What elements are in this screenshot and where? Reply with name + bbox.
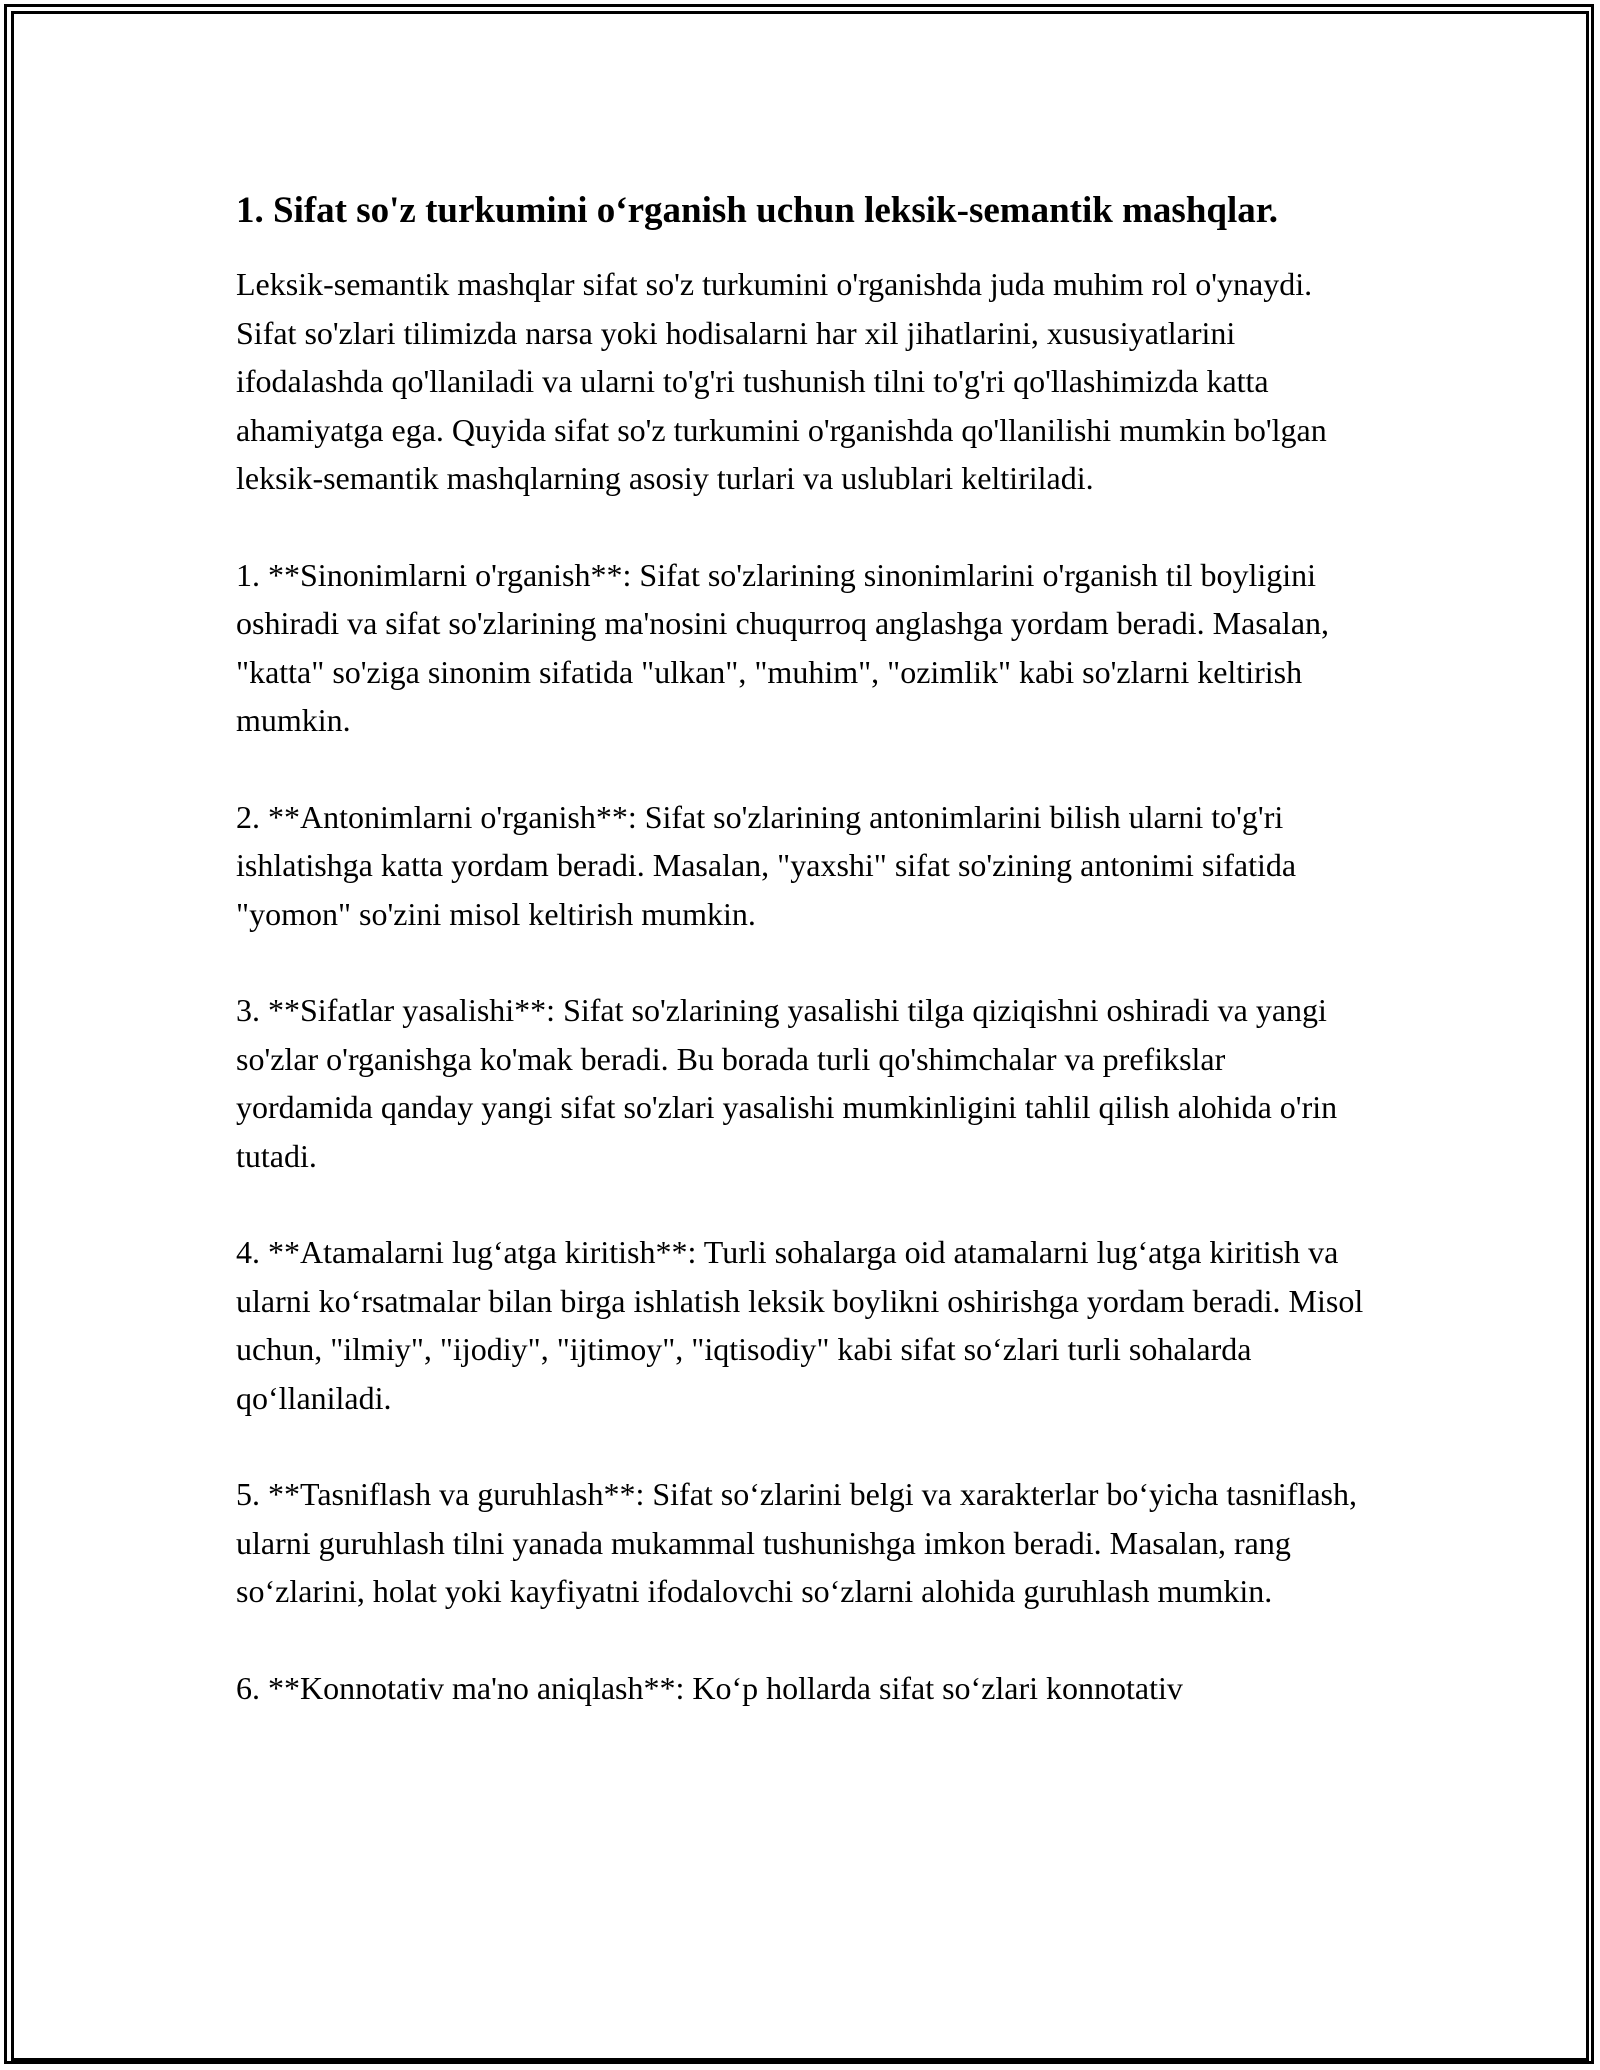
document-body <box>236 187 1366 1760</box>
list-item-connotation: 6. **Konnotativ ma'no aniqlash**: Ko‘p hollarda sifat so‘zlari konnotativ <box>236 1669 1183 1706</box>
list-item-synonyms: 1. **Sinonimlarni o'rganish**: Sifat so'zlarining sinonimlarini o'rganish til boyligini oshiradi va sifat so'zlarining ma'nosini chuqurroq anglashga yordam beradi. Masalan, "katta" so'ziga sinonim sifatida "ulkan", "muhim", "ozimlik" kabi so'zlarni keltirish mumkin. <box>236 556 1330 738</box>
intro-paragraph: Leksik-semantik mashqlar sifat so'z turkumini o'rganishda juda muhim rol o'ynaydi. Sifat so'zlari tilimizda narsa yoki hodisalarni har xil jihatlarini, xususiyatlarini ifodalashda qo'llaniladi va ularni to'g'ri tushunish tilni to'g'ri qo'llashimizda katta ahamiyatga ega. Quyida sifat so'z turkumini o'rganishda qo'llanilishi mumkin bo'lgan leksik-semantik mashqlarning asosiy turlari va uslublari keltiriladi. <box>236 266 1327 496</box>
list-item-antonyms: 2. **Antonimlarni o'rganish**: Sifat so'zlarining antonimlarini bilish ularni to'g'ri ishlatishga katta yordam beradi. Masalan, "yaxshi" sifat so'zining antonimi sifatida "yomon" so'zini misol keltirish mumkin. <box>236 798 1297 932</box>
list-item-word-formation: 3. **Sifatlar yasalishi**: Sifat so'zlarining yasalishi tilga qiziqishni oshiradi va yangi so'zlar o'rganishga ko'mak beradi. Bu borada turli qo'shimchalar va prefikslar yordamida qanday yangi sifat so'zlari yasalishi mumkinligini tahlil qilish alohida o'rin tutadi. <box>236 992 1338 1174</box>
section-heading: 1. Sifat so'z turkumini o‘rganish uchun leksik-semantik mashqlar. <box>236 190 1279 231</box>
list-item-terms-dictionary: 4. **Atamalarni lug‘atga kiritish**: Turli sohalarga oid atamalarni lug‘atga kiritish va ularni ko‘rsatmalar bilan birga ishlatish leksik boylikni oshirishga yordam beradi. Misol uchun, "ilmiy", "ijodiy", "ijtimoy", "iqtisodiy" kabi sifat so‘zlari turli sohalarda qo‘llaniladi. <box>236 1234 1364 1416</box>
list-item-classification: 5. **Tasniflash va guruhlash**: Sifat so‘zlarini belgi va xarakterlar bo‘yicha tasniflash, ularni guruhlash tilni yanada mukammal tushunishga imkon beradi. Masalan, rang so‘zlarini, holat yoki kayfiyatni ifodalovchi so‘zlarni alohida guruhlash mumkin. <box>236 1476 1357 1609</box>
